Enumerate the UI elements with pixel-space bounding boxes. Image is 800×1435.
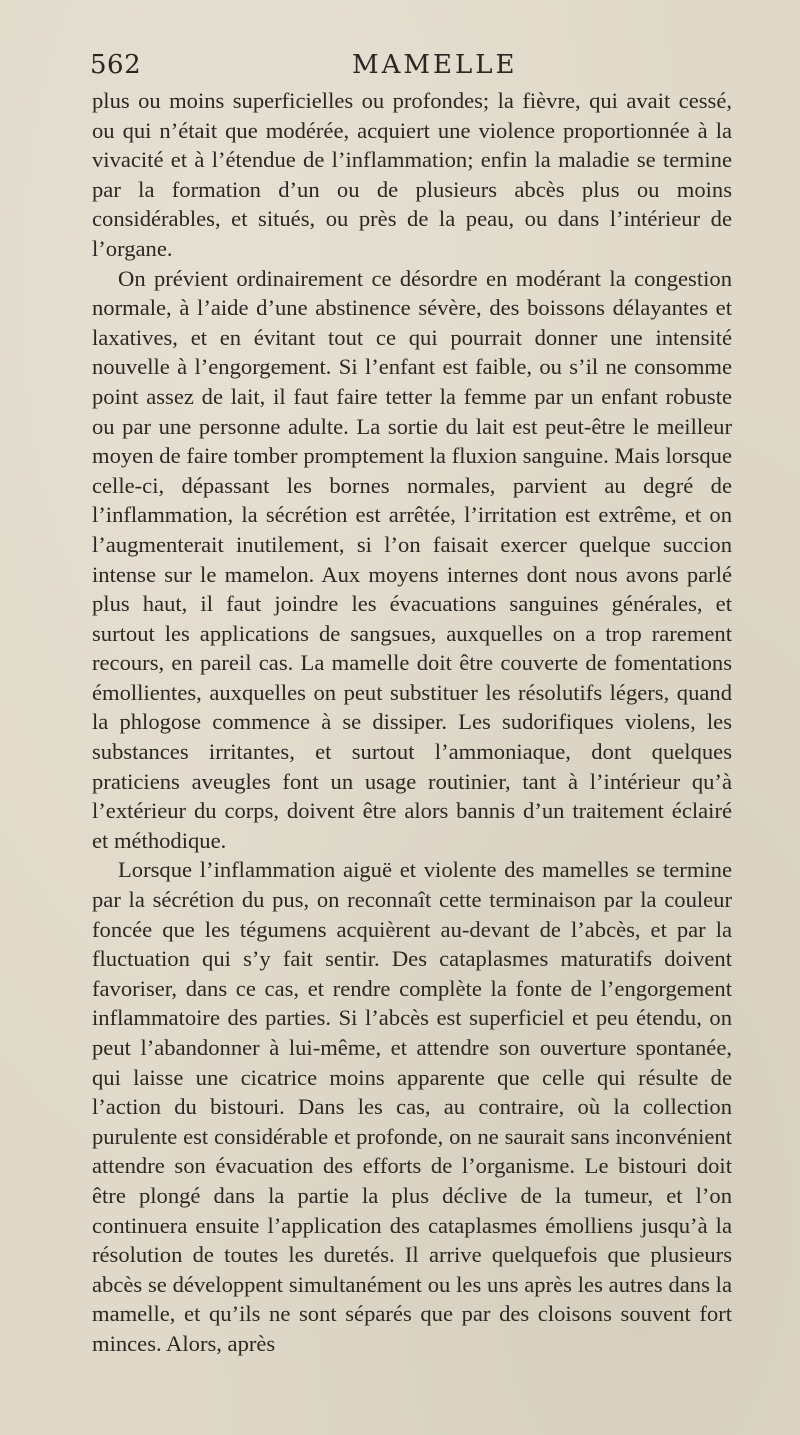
paragraph-3: Lorsque l’inflammation aiguë et violente des mamelles se termine par la sécrétion du pus, on reconnaît cette terminaison par la couleur foncée que les tégumens acquièrent au-devant de l’abcès, et par la fluctuation qui s’y fait sentir. Des cataplasmes maturatifs doivent favoriser, dans ce cas, et rendre complète la fonte de l’engorgement inflammatoire des parties. Si l’abcès est superficiel et peu étendu, on peut l’abandonner à lui-même, et attendre son ouverture spontanée, qui laisse une cicatrice moins apparente que celle qui résulte de l’action du bistouri. Dans les cas, au contraire, où la collection purulente est considérable et profonde, on ne saurait sans inconvénient attendre son évacuation des efforts de l’organisme. Le bistouri doit être plongé dans la partie la plus déclive de la tumeur, et l’on continuera ensuite l’application des cataplasmes émolliens jusqu’à la résolution de toutes les duretés. Il arrive quelquefois que plusieurs abcès se développent simultanément ou les uns après les autres dans la mamelle, et qu’ils ne sont séparés que par des cloisons souvent fort minces. Alors, après (92, 857, 732, 1356)
paragraph-2: On prévient ordinairement ce désordre en modérant la congestion normale, à l’aide d’une abstinence sévère, des boissons délayantes et laxatives, et en évitant tout ce qui pourrait donner une intensité nouvelle à l’engorgement. Si l’enfant est faible, ou s’il ne consomme point assez de lait, il faut faire tetter la femme par un enfant robuste ou par une personne adulte. La sortie du lait est peut-être le meilleur moyen de faire tomber promptement la fluxion sanguine. Mais lorsque celle-ci, dépassant les bornes normales, parvient au degré de l’inflammation, la sécrétion est arrêtée, l’irritation est extrême, et on l’augmenterait inutilement, si l’on faisait exercer quelque succion intense sur le mamelon. Aux moyens internes dont nous avons parlé plus haut, il faut joindre les évacuations sanguines générales, et surtout les applications de sangsues, auxquelles on a trop rarement recours, en pareil cas. La mamelle doit être couverte de fomentations émollientes, auxquelles on peut substituer les résolutifs légers, quand la phlogose commence à se dissiper. Les sudorifiques violens, les substances irritantes, et surtout l’ammoniaque, dont quelques praticiens aveugles font un usage routinier, tant à l’intérieur qu’à l’extérieur du corps, doivent être alors bannis d’un traitement éclairé et méthodique. (92, 265, 732, 853)
page-number: 562 (90, 50, 142, 80)
body-text (92, 86, 732, 1359)
page-header (90, 50, 730, 90)
paragraph-1: plus ou moins superficielles ou profondes; la fièvre, qui avait cessé, ou qui n’était que modérée, acquiert une violence proportionnée à la vivacité et à l’étendue de l’inflammation; enfin la maladie se termine par la formation d’un ou de plusieurs abcès plus ou moins considérables, et situés, ou près de la peau, ou dans l’intérieur de l’organe. (92, 88, 732, 261)
running-head: MAMELLE (352, 50, 518, 80)
